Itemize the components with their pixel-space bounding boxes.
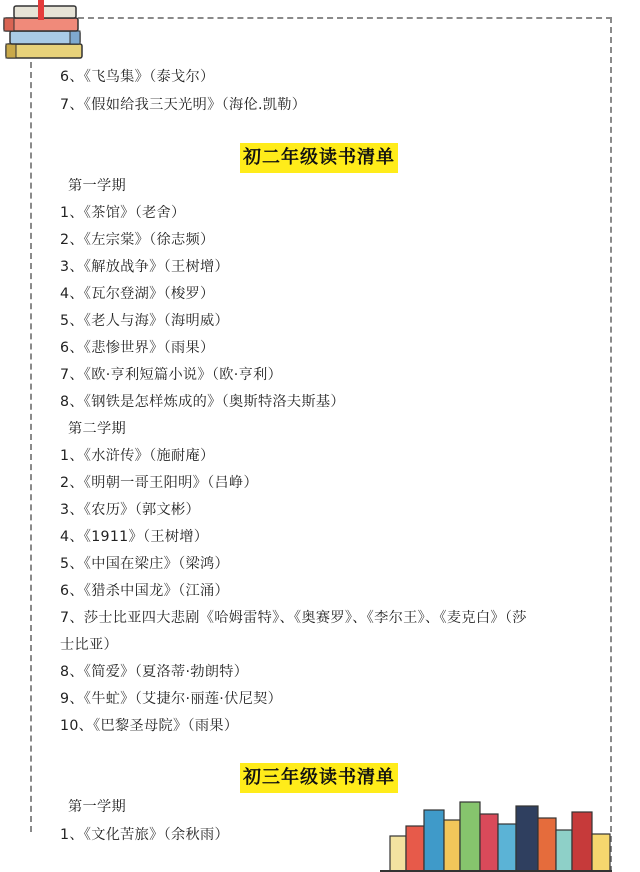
list-item: 2、《明朝一哥王阳明》（吕峥） <box>60 475 258 491</box>
term-label: 第一学期 <box>68 178 126 194</box>
dashed-border-left <box>30 62 32 832</box>
list-item: 8、《简爱》（夏洛蒂·勃朗特） <box>60 664 249 680</box>
list-item: 5、《老人与海》（海明威） <box>60 313 229 329</box>
list-item: 6、《悲惨世界》（雨果） <box>60 340 215 356</box>
list-item: 7、莎士比亚四大悲剧《哈姆雷特》、《奥赛罗》、《李尔王》、《麦克白》（莎 <box>60 610 527 626</box>
list-item: 1、《水浒传》（施耐庵） <box>60 448 215 464</box>
list-item: 8、《钢铁是怎样炼成的》（奥斯特洛夫斯基） <box>60 394 345 410</box>
list-item: 2、《左宗棠》（徐志频） <box>60 232 215 248</box>
list-item: 3、《农历》（郭文彬） <box>60 502 201 518</box>
list-item: 3、《解放战争》（王树增） <box>60 259 229 275</box>
list-item: 5、《中国在梁庄》（梁鸿） <box>60 556 229 572</box>
term-label: 第二学期 <box>68 421 126 437</box>
list-item: 9、《牛虻》（艾捷尔·丽莲·伏尼契） <box>60 691 283 707</box>
dashed-border-top <box>78 17 612 19</box>
list-item: 1、《文化苦旅》（余秋雨） <box>60 827 229 843</box>
list-item: 4、《瓦尔登湖》（梭罗） <box>60 286 215 302</box>
list-item: 7、《欧·亨利短篇小说》（欧·亨利） <box>60 367 283 383</box>
list-item: 4、《1911》（王树增） <box>60 529 209 545</box>
term-label: 第一学期 <box>68 799 126 815</box>
section-heading-grade8: 初二年级读书清单 <box>240 143 398 173</box>
section-heading-grade9: 初三年级读书清单 <box>240 763 398 793</box>
list-item-continuation: 士比亚） <box>60 637 118 653</box>
list-item: 6、《飞鸟集》（泰戈尔） <box>60 69 215 85</box>
book-stack-icon <box>0 0 92 66</box>
list-item: 6、《猎杀中国龙》（江涌） <box>60 583 229 599</box>
list-item: 1、《茶馆》（老舍） <box>60 205 186 221</box>
list-item: 10、《巴黎圣母院》（雨果） <box>60 718 239 734</box>
bookshelf-icon <box>380 796 612 872</box>
dashed-border-right <box>610 17 612 872</box>
list-item: 7、《假如给我三天光明》（海伦.凯勒） <box>60 97 307 113</box>
